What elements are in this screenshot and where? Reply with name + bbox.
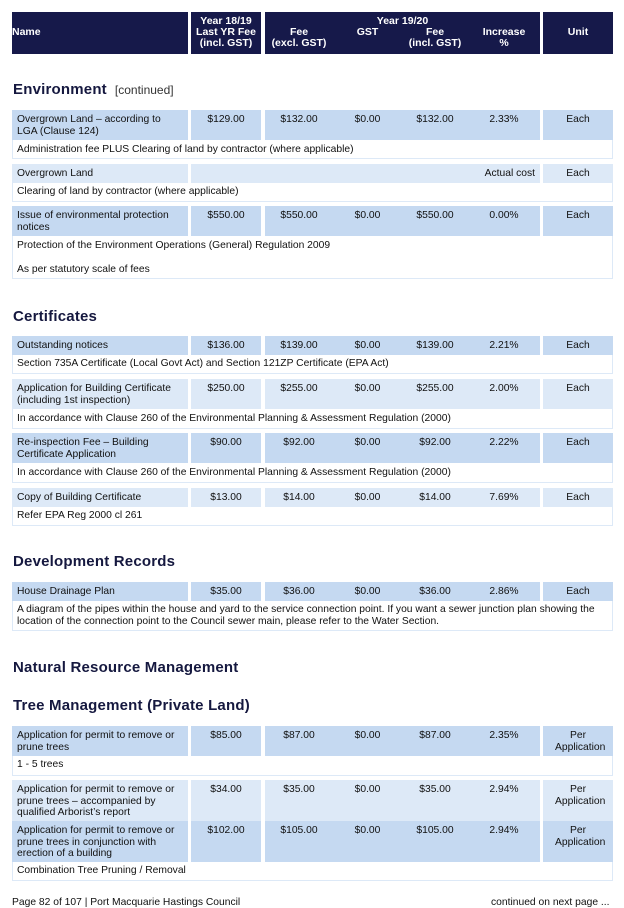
header-gst: GST [356, 26, 379, 38]
footer-page-info: Page 82 of 107 | Port Macquarie Hastings Council [12, 897, 241, 908]
row-drainage-plan-excl: $36.00 [283, 586, 315, 597]
footer-continued: continued on next page ... [491, 897, 610, 908]
row-reinspection-unit: Each [543, 433, 613, 463]
row-tree-arborist-gst: $0.00 [354, 784, 381, 795]
row-tree-permit-incl: $87.00 [419, 730, 451, 741]
row-env-protection-gst: $0.00 [354, 210, 381, 221]
row-building-cert-excl: $255.00 [280, 383, 318, 394]
row-drainage-plan-last: $35.00 [191, 582, 261, 601]
row-tree-building-desc: Combination Tree Pruning / Removal [17, 865, 186, 876]
header-incl-gst-b: (incl. GST) [408, 37, 462, 49]
row-tree-building-increase: 2.94% [489, 825, 519, 836]
row-outstanding-notices-desc: Section 735A Certificate (Local Govt Act) and Section 121ZP Certificate (EPA Act) [17, 358, 389, 369]
row-overgrown-land-name: Overgrown Land [12, 164, 188, 183]
row-copy-cert-unit: Each [543, 488, 613, 507]
row-tree-arborist-increase: 2.94% [489, 784, 519, 795]
row-tree-permit-name: Application for permit to remove or prune trees [12, 726, 188, 756]
row-reinspection-desc: In accordance with Clause 260 of the Environmental Planning & Assessment Regulation (2000) [17, 467, 451, 478]
section-title-development-records: Development Records [13, 553, 176, 570]
row-outstanding-notices-incl: $139.00 [416, 340, 454, 351]
row-env-protection-excl: $550.00 [280, 210, 318, 221]
row-env-protection-unit: Each [543, 206, 613, 236]
row-overgrown-land-lga-unit: Each [543, 110, 613, 140]
row-reinspection-incl: $92.00 [419, 437, 451, 448]
header-increase: Increase [482, 26, 526, 38]
row-overgrown-land-unit: Each [543, 164, 613, 183]
row-reinspection-excl: $92.00 [283, 437, 315, 448]
row-overgrown-land-desc: Clearing of land by contractor (where applicable) [17, 186, 239, 197]
row-tree-permit-last: $85.00 [191, 726, 261, 756]
header-name: Name [12, 26, 41, 38]
row-tree-building-last: $102.00 [191, 821, 261, 862]
header-fee-incl: Fee [425, 26, 445, 38]
row-copy-cert-desc: Refer EPA Reg 2000 cl 261 [17, 510, 143, 521]
row-tree-arborist-last: $34.00 [191, 780, 261, 821]
row-env-protection-last: $550.00 [191, 206, 261, 236]
row-outstanding-notices-name: Outstanding notices [12, 336, 188, 355]
row-copy-cert-name: Copy of Building Certificate [12, 488, 188, 507]
row-building-cert-name: Application for Building Certificate (including 1st inspection) [12, 379, 188, 409]
header-last-year-cell [191, 12, 261, 54]
row-copy-cert-incl: $14.00 [419, 492, 451, 503]
row-building-cert-last: $250.00 [191, 379, 261, 409]
row-tree-arborist-excl: $35.00 [283, 784, 315, 795]
row-drainage-plan-incl: $36.00 [419, 586, 451, 597]
row-tree-building-name: Application for permit to remove or prune trees in conjunction with erection of a building [12, 821, 188, 862]
row-outstanding-notices-increase: 2.21% [489, 340, 519, 351]
row-tree-permit-unit: Per Application [543, 726, 613, 756]
header-unit: Unit [567, 26, 589, 38]
section-title-environment: Environment [continued] [13, 81, 174, 98]
header-year-1920-cell [265, 12, 540, 54]
row-tree-building-excl: $105.00 [280, 825, 318, 836]
row-env-protection-incl: $550.00 [416, 210, 454, 221]
header-year-1920: Year 19/20 [376, 15, 429, 27]
row-env-protection-name: Issue of environmental protection notices [12, 206, 188, 236]
row-tree-permit-gst: $0.00 [354, 730, 381, 741]
row-building-cert-unit: Each [543, 379, 613, 409]
row-overgrown-land-lga-last: $129.00 [191, 110, 261, 140]
row-copy-cert-increase: 7.69% [489, 492, 519, 503]
row-tree-building-gst: $0.00 [354, 825, 381, 836]
header-unit-cell [543, 12, 613, 54]
row-building-cert-increase: 2.00% [489, 383, 519, 394]
row-drainage-plan-name: House Drainage Plan [12, 582, 188, 601]
row-tree-arborist-name: Application for permit to remove or prune trees – accompanied by qualified Arborist’s report [12, 780, 188, 821]
section-title-certificates: Certificates [13, 308, 98, 325]
row-env-protection-desc2: As per statutory scale of fees [17, 264, 150, 275]
header-incl-gst-a: (incl. GST) [199, 37, 253, 49]
row-tree-permit-increase: 2.35% [489, 730, 519, 741]
section-title-natural-resource: Natural Resource Management [13, 659, 239, 676]
row-tree-building-incl: $105.00 [416, 825, 454, 836]
header-percent: % [499, 37, 509, 49]
row-overgrown-land-lga-name: Overgrown Land – according to LGA (Clause 124) [12, 110, 188, 140]
row-drainage-plan-desc1: A diagram of the pipes within the house and yard to the service connection point. If you want a sewer junction plan showing the [17, 604, 595, 615]
row-reinspection-name: Re-inspection Fee – Building Certificate Application [12, 433, 188, 463]
row-overgrown-land-actual-cost: Actual cost [484, 168, 535, 179]
row-overgrown-land-lga-excl: $132.00 [280, 114, 318, 125]
row-overgrown-land-lga-gst: $0.00 [354, 114, 381, 125]
header-excl-gst: (excl. GST) [271, 37, 327, 49]
row-drainage-plan-unit: Each [543, 582, 613, 601]
row-copy-cert-excl: $14.00 [283, 492, 315, 503]
row-env-protection-desc1: Protection of the Environment Operations (General) Regulation 2009 [17, 240, 331, 251]
row-tree-permit-desc: 1 - 5 trees [17, 759, 64, 770]
row-building-cert-gst: $0.00 [354, 383, 381, 394]
row-tree-arborist-unit: Per Application [543, 780, 613, 821]
row-overgrown-land-lga-increase: 2.33% [489, 114, 519, 125]
row-tree-permit-desc-box [12, 756, 613, 776]
row-copy-cert-last: $13.00 [191, 488, 261, 507]
row-building-cert-desc: In accordance with Clause 260 of the Environmental Planning & Assessment Regulation (2000) [17, 413, 451, 424]
row-tree-permit-excl: $87.00 [283, 730, 315, 741]
row-tree-building-unit: Per Application [543, 821, 613, 862]
header-year-1819: Year 18/19 [200, 15, 252, 27]
row-copy-cert-gst: $0.00 [354, 492, 381, 503]
row-drainage-plan-increase: 2.86% [489, 586, 519, 597]
row-reinspection-gst: $0.00 [354, 437, 381, 448]
row-reinspection-last: $90.00 [191, 433, 261, 463]
row-building-cert-incl: $255.00 [416, 383, 454, 394]
row-outstanding-notices-gst: $0.00 [354, 340, 381, 351]
row-reinspection-increase: 2.22% [489, 437, 519, 448]
header-fee-excl: Fee [289, 26, 309, 38]
row-drainage-plan-desc2: location of the connection point to the Council sewer main, please refer to the Water Section. [17, 616, 440, 627]
row-tree-arborist-incl: $35.00 [419, 784, 451, 795]
row-env-protection-increase: 0.00% [489, 210, 519, 221]
continued-label: [continued] [114, 83, 174, 97]
row-outstanding-notices-unit: Each [543, 336, 613, 355]
row-drainage-plan-gst: $0.00 [354, 586, 381, 597]
row-overgrown-land-lga-incl: $132.00 [416, 114, 454, 125]
row-outstanding-notices-excl: $139.00 [280, 340, 318, 351]
row-outstanding-notices-last: $136.00 [191, 336, 261, 355]
row-overgrown-land-lga-desc: Administration fee PLUS Clearing of land by contractor (where applicable) [17, 144, 354, 155]
header-last-yr-fee: Last YR Fee [196, 26, 256, 38]
header-name-cell [12, 12, 188, 54]
section-title-tree-management: Tree Management (Private Land) [13, 697, 250, 714]
